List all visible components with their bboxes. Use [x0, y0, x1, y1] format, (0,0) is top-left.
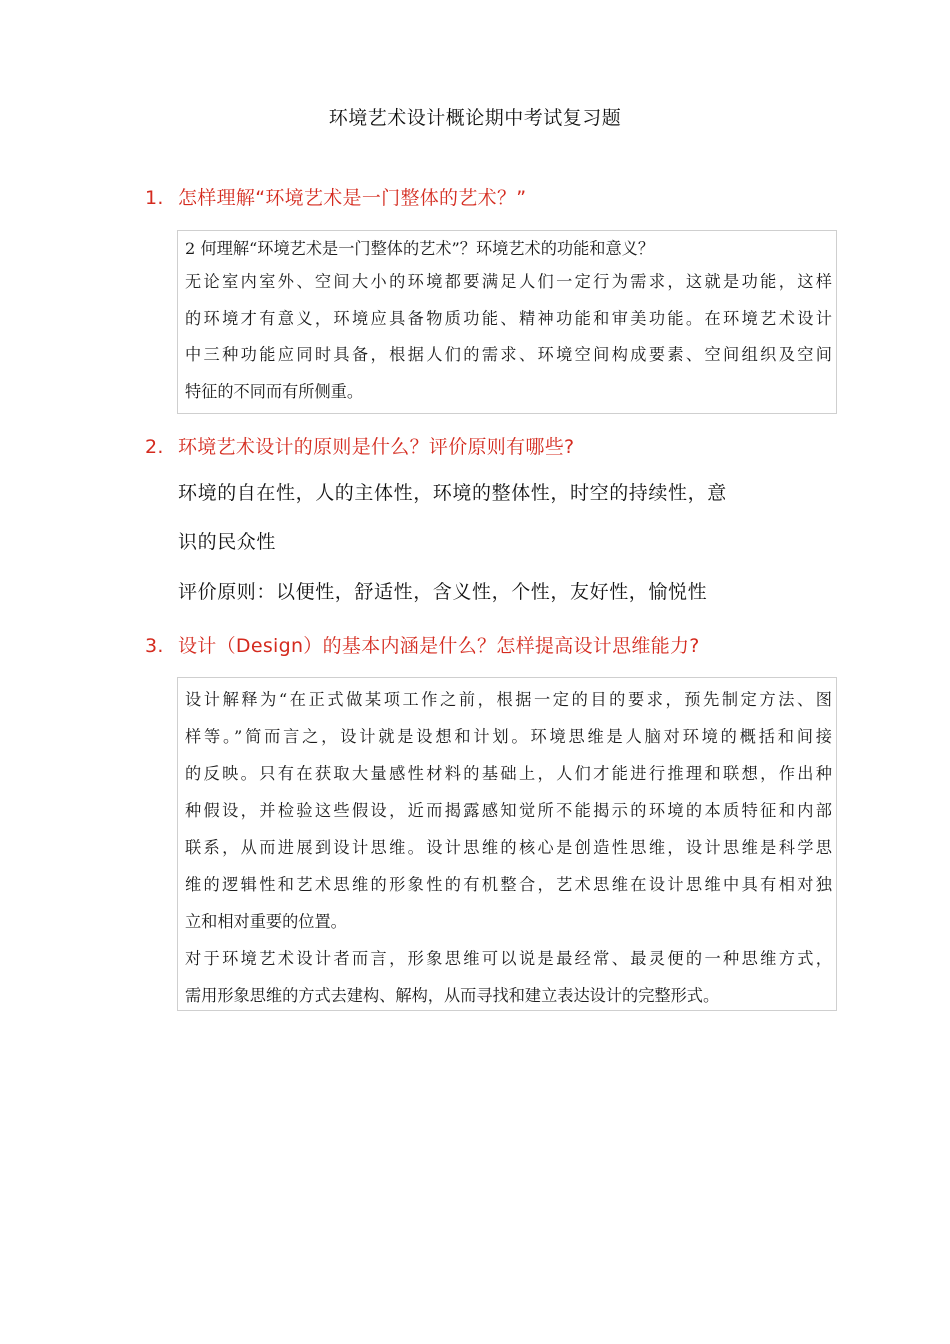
scan-line: 2 何理解“环境艺术是一门整体的艺术”？环境艺术的功能和意义？ [185, 239, 655, 258]
scan-line: 样等。”简而言之，设计就是设想和计划。环境思维是人脑对环境的概括和间接 [185, 727, 832, 746]
page-title: 环境艺术设计概论期中考试复习题 [328, 107, 622, 129]
scan-line: 的环境才有意义，环境应具备物质功能、精神功能和审美功能。在环境艺术设计 [185, 308, 832, 328]
question-3-number: 3. [145, 635, 164, 657]
question-2-heading [145, 432, 574, 459]
question-1-number: 1. [145, 187, 164, 209]
question-1-answer-image [177, 230, 837, 414]
question-2-number: 2. [145, 436, 164, 458]
scan-line: 种假设，并检验这些假设，近而揭露感知觉所不能揭示的环境的本质特征和内部 [185, 801, 832, 820]
scan-line: 对于环境艺术设计者而言，形象思维可以说是最经常、最灵便的一种思维方式， [185, 949, 832, 968]
scan-line: 维的逻辑性和艺术思维的形象性的有机整合，艺术思维在设计思维中具有相对独 [185, 875, 832, 894]
question-2-evaluation-line: 评价原则：以便性，舒适性，含义性，个性，友好性，愉悦性 [178, 581, 708, 603]
question-1-text: 怎样理解“环境艺术是一门整体的艺术？” [178, 187, 527, 209]
scan-line: 需用形象思维的方式去建构、解构，从而寻找和建立表达设计的完整形式。 [185, 986, 720, 1005]
question-3-answer-image [177, 677, 837, 1011]
scan-line: 联系，从而进展到设计思维。设计思维的核心是创造性思维，设计思维是科学思 [185, 838, 832, 857]
scan-line: 立和相对重要的位置。 [185, 912, 347, 931]
scan-line: 无论室内室外、空间大小的环境都要满足人们一定行为需求，这就是功能，这样 [185, 272, 832, 291]
question-2-answer-line: 识的民众性 [178, 531, 277, 553]
question-1-heading [145, 183, 526, 210]
question-3-heading [145, 631, 700, 658]
scan-line: 设计解释为“在正式做某项工作之前，根据一定的目的要求，预先制定方法、图 [185, 690, 832, 709]
question-2-text: 环境艺术设计的原则是什么？评价原则有哪些? [178, 436, 575, 458]
scan-line: 特征的不同而有所侧重。 [185, 381, 364, 401]
scan-line: 中三种功能应同时具备，根据人们的需求、环境空间构成要素、空间组织及空间 [185, 345, 832, 364]
scan-line: 的反映。只有在获取大量感性材料的基础上，人们才能进行推理和联想，作出种 [185, 764, 832, 783]
question-2-answer-line: 环境的自在性，人的主体性，环境的整体性，时空的持续性，意 [178, 482, 727, 504]
question-3-text: 设计（Design）的基本内涵是什么？怎样提高设计思维能力? [178, 635, 700, 657]
